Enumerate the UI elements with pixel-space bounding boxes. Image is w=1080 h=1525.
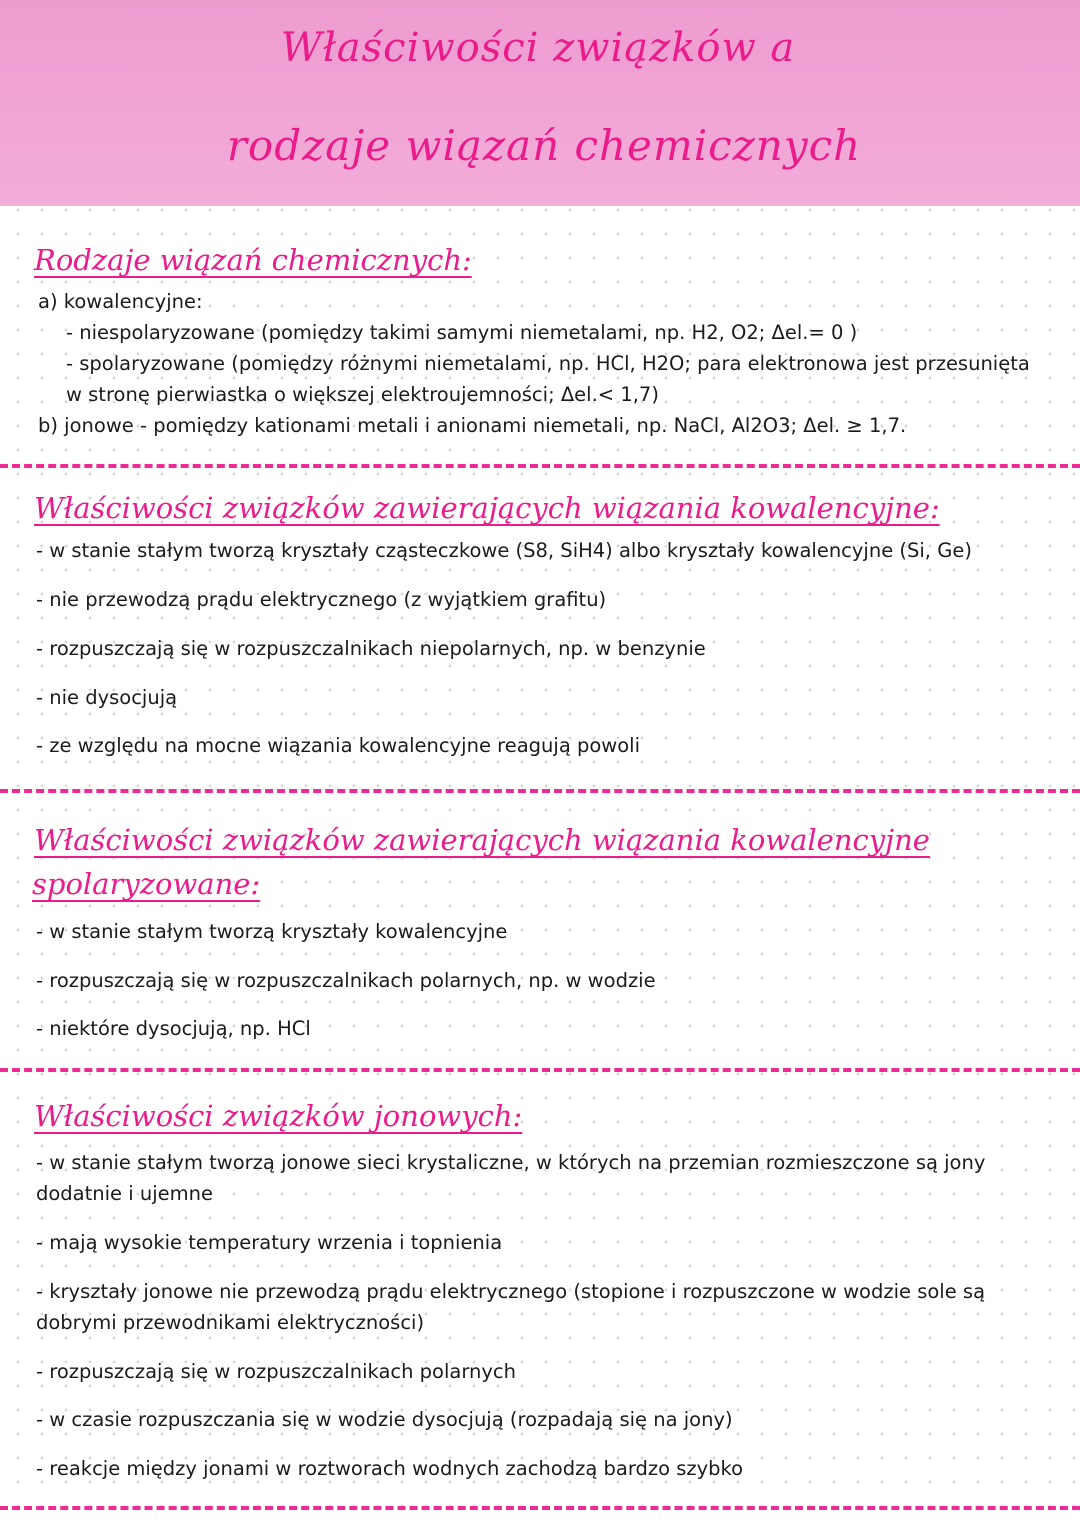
- polar-prop-3: - niektóre dysocjują, np. HCl: [36, 1017, 311, 1040]
- covalent-prop-1: - w stanie stałym tworzą kryształy cząsteczkowe (S8, SiH4) albo kryształy kowalencyjne (Si, Ge): [36, 539, 972, 562]
- ionic-prop-6: - reakcje między jonami w roztworach wodnych zachodzą bardzo szybko: [36, 1457, 744, 1480]
- section-heading-polar-covalent-cont: spolaryzowane:: [32, 867, 261, 901]
- ionic-prop-5: - w czasie rozpuszczania się w wodzie dysocjują (rozpadają się na jony): [36, 1408, 733, 1431]
- covalent-prop-5: - ze względu na mocne wiązania kowalencyjne reagują powoli: [36, 734, 641, 757]
- section-heading-ionic: Właściwości związków jonowych:: [34, 1099, 523, 1133]
- ionic-prop-1-cont: dodatnie i ujemne: [36, 1182, 213, 1205]
- ionic-prop-2: - mają wysokie temperatury wrzenia i topnienia: [36, 1231, 503, 1254]
- polar-prop-1: - w stanie stałym tworzą kryształy kowalencyjne: [36, 920, 508, 943]
- bond-line-nonpolar: - niespolaryzowane (pomiędzy takimi samymi niemetalami, np. H2, O2; Δel.= 0 ): [66, 321, 858, 344]
- page-title-line-2: rodzaje wiązań chemicznych: [226, 121, 862, 170]
- section-divider: [0, 464, 1080, 468]
- covalent-prop-4: - nie dysocjują: [36, 686, 178, 709]
- section-heading-covalent: Właściwości związków zawierających wiązania kowalencyjne:: [34, 491, 940, 525]
- header-banner: [0, 0, 1080, 206]
- section-divider: [0, 789, 1080, 793]
- covalent-prop-2: - nie przewodzą prądu elektrycznego (z wyjątkiem grafitu): [36, 588, 607, 611]
- ionic-prop-4: - rozpuszczają się w rozpuszczalnikach polarnych: [36, 1360, 517, 1383]
- section-divider: [0, 1506, 1080, 1510]
- bond-line-ionic: b) jonowe - pomiędzy kationami metali i anionami niemetali, np. NaCl, Al2O3; Δel. ≥ 1,7.: [38, 414, 907, 437]
- covalent-prop-3: - rozpuszczają się w rozpuszczalnikach niepolarnych, np. w benzynie: [36, 637, 706, 660]
- ionic-prop-1: - w stanie stałym tworzą jonowe sieci krystaliczne, w których na przemian rozmieszczone są jony: [36, 1151, 986, 1174]
- bond-line-polar-cont: w stronę pierwiastka o większej elektroujemności; Δel.< 1,7): [66, 383, 659, 406]
- ionic-prop-3: - kryształy jonowe nie przewodzą prądu elektrycznego (stopione i rozpuszczone w wodzie sole są: [36, 1280, 986, 1303]
- bond-line-covalent: a) kowalencyjne:: [38, 290, 203, 313]
- page-title-line-1: Właściwości związków a: [280, 25, 796, 71]
- bond-line-polar: - spolaryzowane (pomiędzy różnymi niemetalami, np. HCl, H2O; para elektronowa jest przesunięta: [66, 352, 1030, 375]
- polar-prop-2: - rozpuszczają się w rozpuszczalnikach polarnych, np. w wodzie: [36, 969, 656, 992]
- ionic-prop-3-cont: dobrymi przewodnikami elektryczności): [36, 1311, 425, 1334]
- section-heading-bond-types: Rodzaje wiązań chemicznych:: [34, 243, 472, 277]
- section-heading-polar-covalent: Właściwości związków zawierających wiązania kowalencyjne: [34, 823, 930, 857]
- section-divider: [0, 1068, 1080, 1072]
